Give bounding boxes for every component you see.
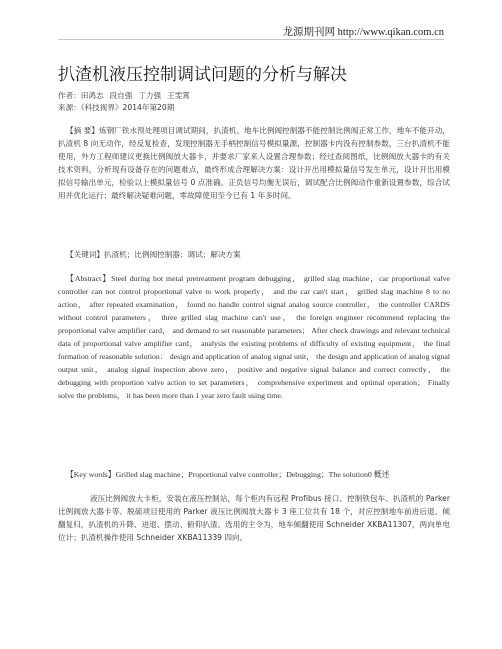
keywords-english: 【Key words】Grilled slag machine；Proportional valve controller；Debugging；The solution0 概述: [66, 470, 390, 479]
header-site-link[interactable]: 龙源期刊网 http://www.qikan.com.cn: [282, 27, 444, 38]
abstract-chinese: 【摘 要】炼钢厂铁水预处理项目调试期间，扒渣机、地车比例阀控制器不能控制比例阀正常工作，地车不能开动，扒渣机 8 向无动作，经反复检查，发现控制器无手柄控制信号模拟量源，控制器卡内没有控制参数，三台扒渣机不能使用，外方工程师建议更换比例阀放大器卡，并要求厂家来人设置合理参数；经过查阅图纸，比例阀放大器卡的有关技术资料，分析现有设备存在的问题难点，最终形成合理解决方案：设计开出用模拟量信号发生单元，设计开出用模拟信号输出单元，检验以上模拟量信号 0 点准确。正负信号均衡无误后，调试配合比例阀动作重新设置参数，综合试用并优化运行；最终解决疑难问题，零故障使用至今已有 1 年多时间。: [58, 126, 450, 201]
intro-paragraph: 液压比例阀放大卡柜，安装在液压控制站，每个柜内有远程 Profibus 接口、控制铁包车、扒渣机的 Parker 比例阀放大器卡等。脱硫项目使用的 Parker 液压比例阀放大器卡 3 座工位共有 18 个，对应控制地车前进后退、倾翻复归，扒渣机的升降、进退、摆动、俯仰扒渣。选用的主令为，地车倾翻使用 Schneider XKBA11307，两向单电位计；扒渣机操作使用 Schneider XKBA11339 四向。: [58, 494, 450, 543]
author-name: 丁力强: [138, 91, 162, 100]
article-title: 扒渣机液压控制调试问题的分析与解决: [58, 65, 347, 85]
header-divider: [58, 39, 444, 40]
author-name: 段自强: [109, 91, 133, 100]
source-label: 来源：: [58, 103, 81, 112]
source-value: 《科技视界》2014年第20期: [80, 103, 175, 112]
authors-label: 作者：: [58, 91, 81, 100]
keywords-chinese: 【关键词】扒渣机；比例阀控制器；调试；解决方案: [66, 250, 241, 259]
abstract-english: 【Abstract】Steel during hot metal pretreatment program debugging， grilled slag machine，car proportional valve controller can not control proportional valve to work properly， and the car can't start， grilled slag machine 8 to no action， after repeated examination， found no handle control signal analog source controller， the controller CARDS without control parameters， three grilled slag machine can't use， the foreign engineer recommend replacing the proportional valve amplifier card， and demand to set reasonable parameters； After check drawings and relevant technical data of proportional valve amplifier card， analysis the existing problems of difficulty of existing equipment， the final formation of reasonable solution： design and application of analog signal unit， the design and application of analog signal output unit， analog signal inspection above zero， positive and negative signal balance and correct correctly， the debugging with proportion valve action to set parameters， comprehensive experiment and optimal operation； Finally solve the problems， it has been more than 1 year zero fault using time.: [58, 274, 450, 400]
article-authors: [58, 90, 190, 101]
author-name: 王雯霄: [167, 91, 190, 100]
article-source: [58, 102, 174, 113]
author-name: 田鸿志: [80, 91, 104, 100]
